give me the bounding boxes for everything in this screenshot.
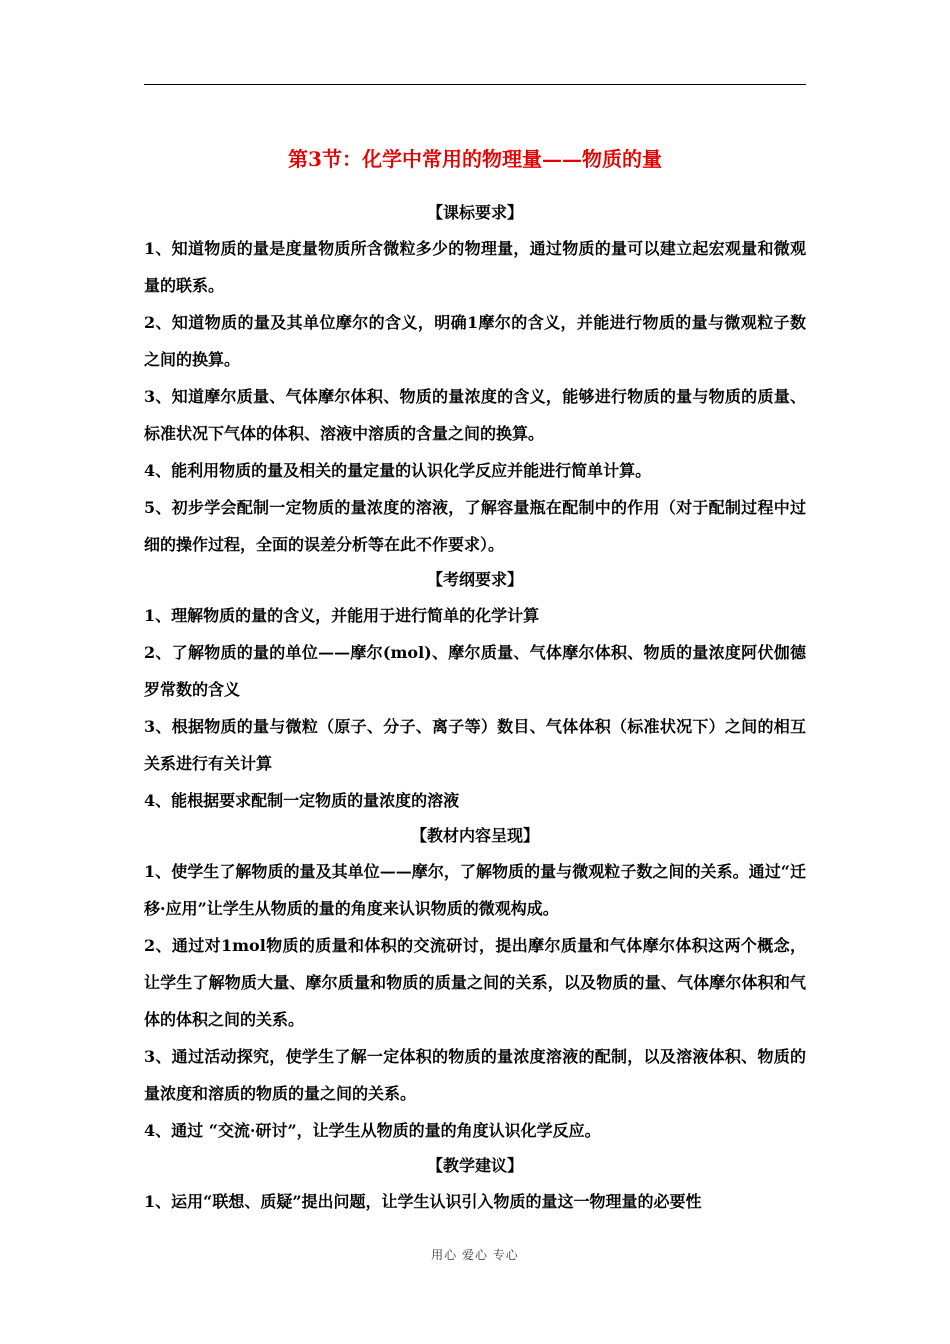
paragraph: 3、根据物质的量与微粒（原子、分子、离子等）数目、气体体积（标准状况下）之间的相互关系进行有关计算 — [144, 717, 806, 773]
paragraph: 1、运用“联想、质疑”提出问题，让学生认识引入物质的量这一物理量的必要性 — [144, 1192, 702, 1211]
header-rule — [144, 84, 806, 85]
document-body — [144, 196, 806, 1220]
section-heading: 【课标要求】 — [426, 203, 523, 222]
paragraph: 3、通过活动探究，使学生了解一定体积的物质的量浓度溶液的配制，以及溶液体积、物质的量浓度和溶质的物质的量之间的关系。 — [144, 1047, 806, 1103]
paragraph: 4、能利用物质的量及相关的量定量的认识化学反应并能进行简单计算。 — [144, 461, 652, 480]
paragraph: 2、通过对1mol物质的质量和体积的交流研讨，提出摩尔质量和气体摩尔体积这两个概念，让学生了解物质大量、摩尔质量和物质的质量之间的关系，以及物质的量、气体摩尔体积和气体的体积之间的关系。 — [144, 936, 806, 1029]
section-textbook-content — [144, 819, 806, 1149]
section-teaching-suggestions — [144, 1149, 806, 1220]
paragraph: 1、知道物质的量是度量物质所含微粒多少的物理量，通过物质的量可以建立起宏观量和微观量的联系。 — [144, 239, 806, 295]
paragraph: 5、初步学会配制一定物质的量浓度的溶液，了解容量瓶在配制中的作用（对于配制过程中过细的操作过程，全面的误差分析等在此不作要求）。 — [144, 498, 806, 554]
paragraph: 4、通过 “交流·研讨”，让学生从物质的量的角度认识化学反应。 — [144, 1121, 601, 1140]
section-heading: 【教材内容呈现】 — [410, 826, 539, 845]
section-exam-outline — [144, 563, 806, 819]
paragraph: 3、知道摩尔质量、气体摩尔体积、物质的量浓度的含义，能够进行物质的量与物质的质量、标准状况下气体的体积、溶液中溶质的含量之间的换算。 — [144, 387, 806, 443]
paragraph: 1、理解物质的量的含义，并能用于进行简单的化学计算 — [144, 606, 540, 625]
paragraph: 2、了解物质的量的单位——摩尔(mol)、摩尔质量、气体摩尔体积、物质的量浓度阿伏伽德罗常数的含义 — [144, 643, 806, 699]
paragraph: 4、能根据要求配制一定物质的量浓度的溶液 — [144, 791, 460, 810]
page-footer: 用心 爱心 专心 — [431, 1248, 519, 1262]
page-title: 第3节：化学中常用的物理量——物质的量 — [288, 147, 662, 171]
section-heading: 【考纲要求】 — [426, 570, 523, 589]
paragraph: 1、使学生了解物质的量及其单位——摩尔，了解物质的量与微观粒子数之间的关系。通过“迁移·应用”让学生从物质的量的角度来认识物质的微观构成。 — [144, 862, 806, 918]
section-course-standard — [144, 196, 806, 563]
section-heading: 【教学建议】 — [426, 1156, 523, 1175]
paragraph: 2、知道物质的量及其单位摩尔的含义，明确1摩尔的含义，并能进行物质的量与微观粒子数之间的换算。 — [144, 313, 806, 369]
